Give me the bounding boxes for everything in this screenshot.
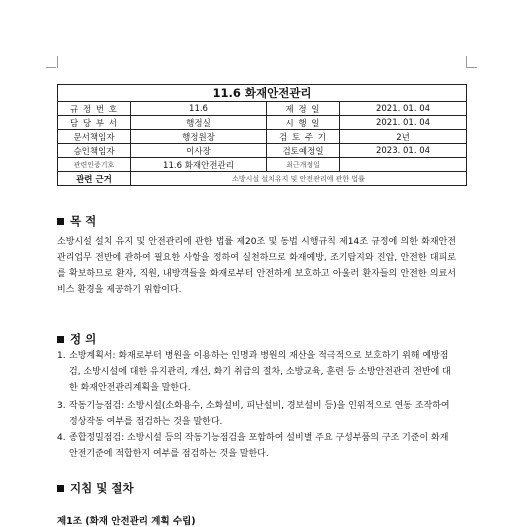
crop-mark <box>467 67 477 68</box>
table-cell: 2021. 01. 04 <box>340 116 467 130</box>
table-row <box>58 130 467 144</box>
table-cell: 행정원장 <box>131 130 267 144</box>
list-item <box>57 398 456 430</box>
list-item <box>57 348 456 396</box>
related-label: 관련 근거 <box>58 172 131 186</box>
list-number: 4. <box>57 433 66 443</box>
table-cell: 문서책임자 <box>58 130 131 144</box>
table-cell: 2023. 01. 04 <box>340 144 467 158</box>
table-cell: 2021. 01. 04 <box>340 102 467 116</box>
table-row <box>58 158 467 172</box>
procedure-heading: 지침 및 절차 <box>57 480 134 496</box>
table-cell: 11.6 <box>131 102 267 116</box>
table-cell: 이사장 <box>131 144 267 158</box>
document-title: 11.6 화재안전관리 <box>58 85 467 102</box>
square-bullet-icon <box>57 485 64 492</box>
purpose-heading: 목 적 <box>57 213 96 229</box>
table-cell: 제 정 일 <box>267 102 340 116</box>
table-cell: 11.6 화재안전관리 <box>131 158 267 172</box>
square-bullet-icon <box>57 218 64 225</box>
square-bullet-icon <box>57 336 64 343</box>
list-text: 소방계획서: 화재로부터 병원을 이용하는 인명과 병원의 재산을 적극적으로 보호하기 위해 예방점검, 소방시설에 대한 유지관리, 개선, 화기 취급의 절차, 소방교육, 훈련 등 소방안전관리 전반에 대한 화재안전관리계획을 말한다. <box>69 351 451 393</box>
table-cell: 행정실 <box>131 116 267 130</box>
table-row <box>58 144 467 158</box>
document-info-table <box>57 84 467 186</box>
table-row <box>58 172 467 186</box>
table-cell: 규 정 번 호 <box>58 102 131 116</box>
list-text: 종합정밀점검: 소방시설 등의 작동기능점검을 포함하여 설비별 주요 구성부품의 구조 기준이 화재안전기준에 적합한지 여부를 점검하는 것을 말한다. <box>69 433 449 459</box>
table-cell <box>340 158 467 172</box>
table-cell: 관련인증기호 <box>58 158 131 172</box>
list-item <box>57 430 456 462</box>
list-number: 1. <box>57 351 66 361</box>
purpose-text: 소방시설 설치 유지 및 안전관리에 관한 법률 제20조 및 동법 시행규칙 제14조 규정에 의한 화재안전 관리업무 전반에 관하여 필요한 사항을 정하여 실천하므로 화재예방, 조기탐지와 진압, 안전한 대피로를 확보하므로 환자, 직원, 내방객들을 화재로부터 안전하게 보호하고 아울러 환자들의 안전한 의료서비스 환경을 제공하기 위함이다. <box>57 237 456 295</box>
table-cell: 검 토 주 기 <box>267 130 340 144</box>
crop-mark <box>57 56 58 68</box>
crop-mark <box>46 67 56 68</box>
list-text: 작동기능점검: 소방시설(소화용수, 소화설비, 피난설비, 경보설비 등)을 인위적으로 연동 조작하여 정상작동 여부를 점검하는 것을 말한다. <box>69 401 450 427</box>
table-row <box>58 102 467 116</box>
table-cell: 최근개정일 <box>267 158 340 172</box>
table-cell: 승인책임자 <box>58 144 131 158</box>
table-cell: 검토예정일 <box>267 144 340 158</box>
table-cell: 담 당 부 서 <box>58 116 131 130</box>
table-cell: 2년 <box>340 130 467 144</box>
definition-heading: 정 의 <box>57 331 96 347</box>
list-number: 3. <box>57 401 66 411</box>
article-heading: 제1조 (화재 안전관리 계획 수립) <box>57 516 196 527</box>
related-value: 소방시설 설치유지 및 안전관리에 관한 법률 <box>131 172 467 186</box>
table-cell: 시 행 일 <box>267 116 340 130</box>
table-row <box>58 116 467 130</box>
